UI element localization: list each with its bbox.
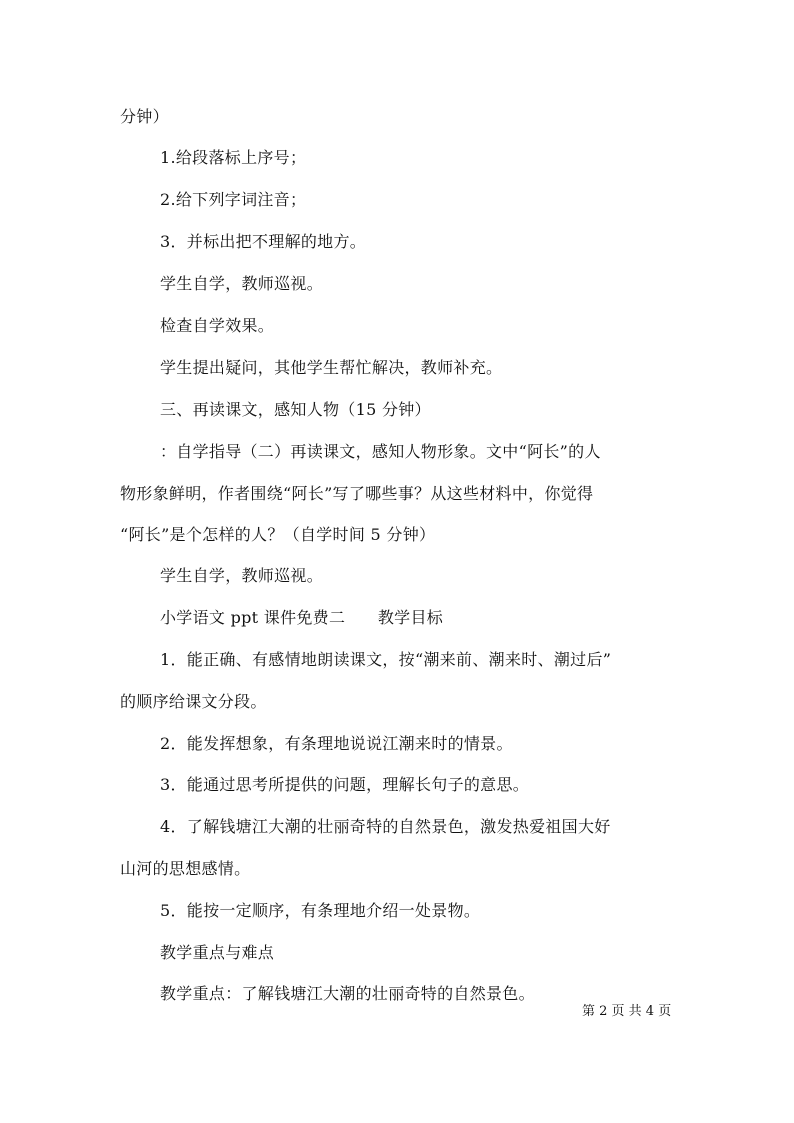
- text-line: 3．能通过思考所提供的问题，理解长句子的意思。: [160, 775, 530, 794]
- text-line: 1．能正确、有感情地朗读课文，按“潮来前、潮来时、潮过后”: [160, 650, 612, 669]
- text-line: 分钟）: [120, 107, 169, 126]
- section-heading: 教学重点与难点: [160, 943, 275, 962]
- page-number: 第 2 页 共 4 页: [582, 1004, 672, 1019]
- text-line: “阿长”是个怎样的人？（自学时间 5 分钟）: [120, 525, 436, 544]
- text-line: 山河的思想感情。: [120, 859, 251, 878]
- text-line: 3．并标出把不理解的地方。: [160, 232, 367, 251]
- section-heading: 三、再读课文，感知人物（15 分钟）: [160, 400, 431, 419]
- section-heading: 小学语文 ppt 课件免费二 教学目标: [160, 608, 444, 627]
- text-line: ：自学指导（二）再读课文，感知人物形象。文中“阿长”的人: [160, 442, 601, 461]
- text-line: 学生提出疑问，其他学生帮忙解决，教师补充。: [160, 358, 503, 377]
- text-line: 1.给段落标上序号；: [160, 148, 307, 167]
- text-line: 物形象鲜明，作者围绕“阿长”写了哪些事？从这些材料中，你觉得: [120, 484, 594, 503]
- text-line: 5．能按一定顺序，有条理地介绍一处景物。: [160, 901, 481, 920]
- text-line: 检查自学效果。: [160, 316, 275, 335]
- text-line: 学生自学，教师巡视。: [160, 274, 324, 293]
- text-line: 的顺序给课文分段。: [120, 692, 267, 711]
- text-line: 2.给下列字词注音；: [160, 190, 307, 209]
- text-line: 学生自学，教师巡视。: [160, 566, 324, 585]
- text-line: 教学重点：了解钱塘江大潮的壮丽奇特的自然景色。: [160, 984, 535, 1003]
- text-line: 4．了解钱塘江大潮的壮丽奇特的自然景色，激发热爱祖国大好: [160, 817, 611, 836]
- text-line: 2．能发挥想象，有条理地说说江潮来时的情景。: [160, 734, 513, 753]
